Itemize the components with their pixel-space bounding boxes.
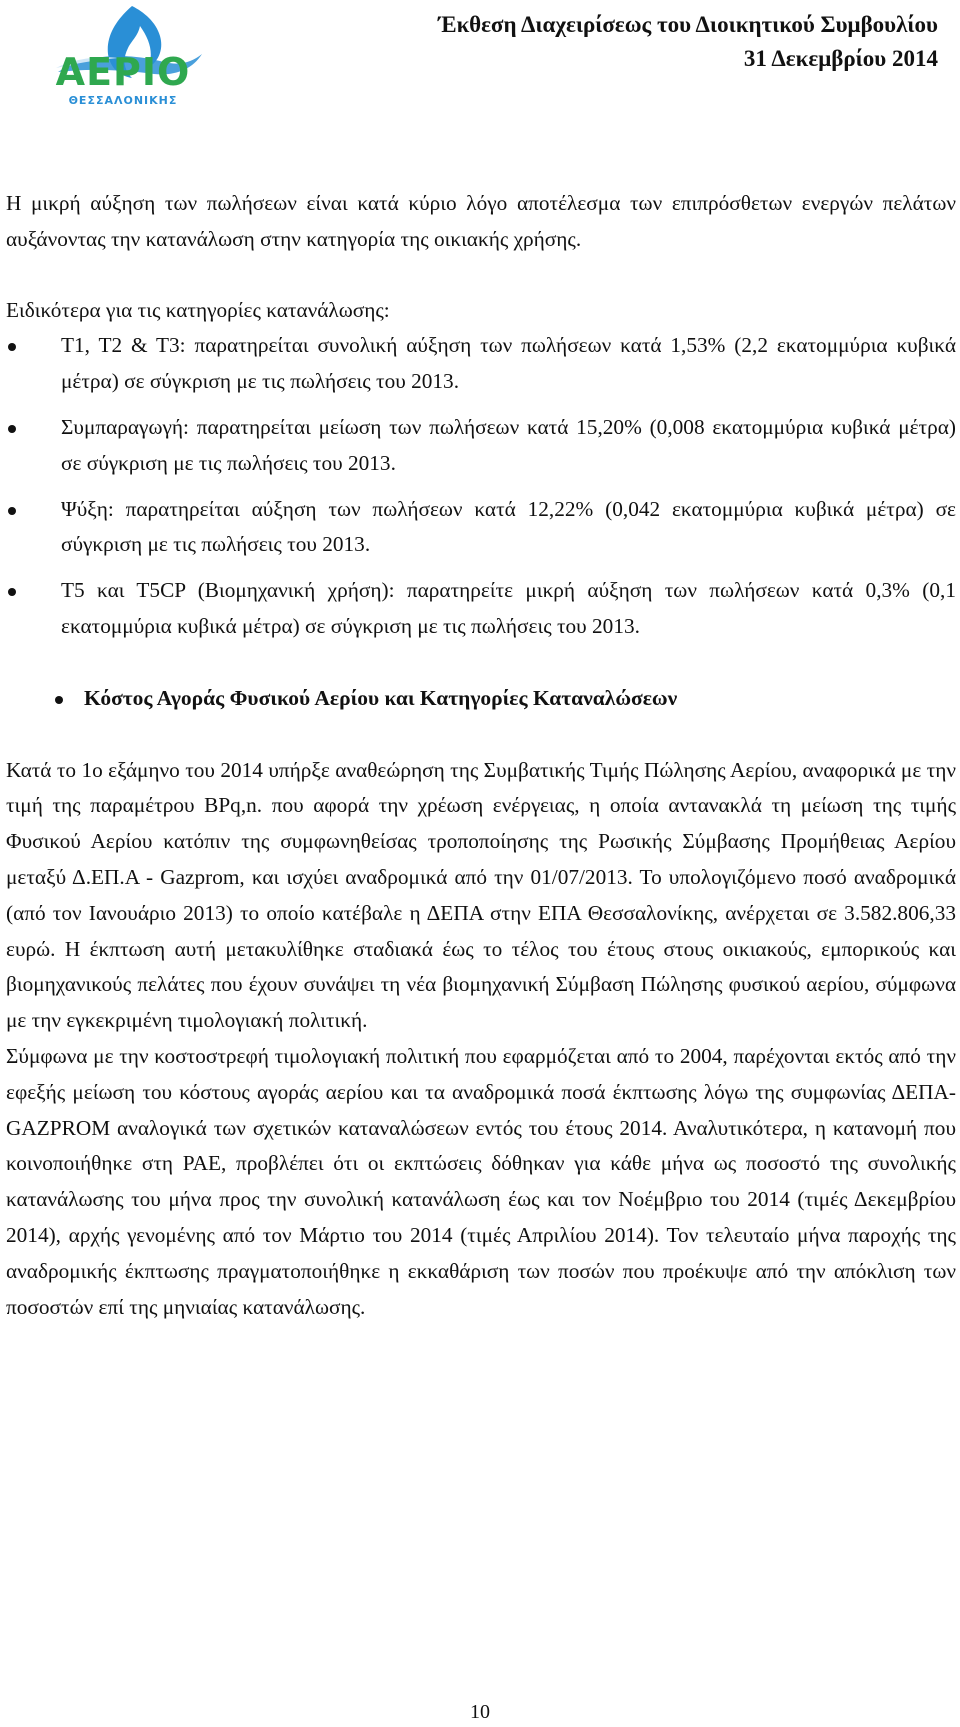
logo-subtext: ΘΕΣΣΑΛΟΝΙΚΗΣ xyxy=(68,94,178,107)
consumption-categories-list xyxy=(6,328,956,644)
company-logo xyxy=(46,2,216,114)
bullet-icon xyxy=(8,588,16,596)
bullet-icon xyxy=(8,425,16,433)
list-item xyxy=(6,328,956,400)
list-item-text: Συμπαραγωγή: παρατηρείται μείωση των πωλήσεων κατά 15,20% (0,008 εκατομμύρια κυβικά μέτρα) σε σύγκριση με τις πωλήσεις του 2013. xyxy=(61,414,956,475)
section-paragraph-2: Σύμφωνα με την κοστοστρεφή τιμολογιακή πολιτική που εφαρμόζεται από το 2004, παρέχονται εκτός από την εφεξής μείωση του κόστους αγοράς αερίου και τα αναδρομικά ποσά έκπτωσης λόγω της συμφωνίας ΔΕΠΑ-GAZPROM αναλογικά των σχετικών καταναλώσεων εντός του έτους 2014. Αναλυτικότερα, η κατανομή που κοινοποιήθηκε στη ΡΑΕ, προβλέπει ότι οι εκπτώσεις δόθηκαν για κάθε μήνα ως ποσοστό της συνολικής κατανάλωσης του μήνα προς την συνολική κατανάλωση έως και τον Νοέμβριο του 2014 (τιμές Δεκεμβρίου 2014), αρχής γενομένης από τον Μάρτιο του 2014 (τιμές Απριλίου 2014). Τον τελευταίο μήνα παροχής της αναδρομικής έκπτωσης πραγματοποιήθηκε η εκκαθάριση των ποσών που προέκυψε από την απόκλιση των ποσοστών επί της μηνιαίας κατανάλωσης. xyxy=(6,1043,956,1319)
logo-wordmark: ΑΕΡΙΟ xyxy=(55,50,191,94)
list-item-text: Ψύξη: παρατηρείται αύξηση των πωλήσεων κατά 12,22% (0,042 εκατομμύρια κυβικά μέτρα) σε σύγκριση με τις πωλήσεις του 2013. xyxy=(61,496,956,557)
report-title: Έκθεση Διαχειρίσεως του Διοικητικού Συμβουλίου xyxy=(438,12,938,37)
bullet-icon xyxy=(8,507,16,515)
list-item-text: Τ5 και Τ5CP (Βιομηχανική χρήση): παρατηρείτε μικρή αύξηση των πωλήσεων κατά 0,3% (0,1 εκατομμύρια κυβικά μέτρα) σε σύγκριση με τις πωλήσεις του 2013. xyxy=(61,578,956,638)
bullet-icon xyxy=(55,696,63,704)
intro-paragraph: Η μικρή αύξηση των πωλήσεων είναι κατά κύριο λόγο αποτέλεσμα των επιπρόσθετων ενεργών πελάτων αυξάνοντας την κατανάλωση στην κατηγορία της οικιακής χρήσης. xyxy=(6,191,956,251)
page-number: 10 xyxy=(470,1701,490,1723)
section-paragraph-1: Κατά το 1ο εξάμηνο του 2014 υπήρξε αναθεώρηση της Συμβατικής Τιμής Πώλησης Αερίου, αναφορικά με την τιμή της παραμέτρου ΒPq,n. που αφορά την χρέωση ενέργειας, η οποία αντανακλά τη μείωση της τιμής Φυσικού Αερίου κατόπιν της συμφωνηθείσας τροποποίησης της Ρωσικής Σύμβασης Προμήθειας Αερίου μεταξύ Δ.ΕΠ.Α - Gazprom, και ισχύει αναδρομικά από την 01/07/2013. Το υπολογιζόμενο ποσό αναδρομικά (από τον Ιανουάριο 2013) το οποίο κατέβαλε η ΔΕΠΑ στην ΕΠΑ Θεσσαλονίκης, ανέρχεται σε 3.582.806,33 ευρώ. Η έκπτωση αυτή μετακυλίθηκε σταδιακά έως το τέλος του έτους στους οικιακούς, εμπορικούς και βιομηχανικούς πελάτες που έχουν συνάψει τη νέα βιομηχανική Σύμβαση Πώλησης φυσικού αερίου, σύμφωνα με την εγκεκριμένη τιμολογιακή πολιτική. xyxy=(6,757,956,1033)
section-heading-row xyxy=(6,681,956,717)
document-header xyxy=(438,8,938,76)
list-item xyxy=(6,410,956,482)
document-body xyxy=(6,186,956,1325)
list-item-text: Τ1, Τ2 & Τ3: παρατηρείται συνολική αύξηση των πωλήσεων κατά 1,53% (2,2 εκατομμύρια κυβικά μέτρα) σε σύγκριση με τις πωλήσεις του 2013. xyxy=(61,333,956,394)
section-heading: Κόστος Αγοράς Φυσικού Αερίου και Κατηγορίες Καταναλώσεων xyxy=(84,685,678,710)
categories-intro: Ειδικότερα για τις κατηγορίες κατανάλωσης: xyxy=(6,297,390,322)
list-item xyxy=(6,492,956,564)
report-date: 31 Δεκεμβρίου 2014 xyxy=(743,46,938,71)
bullet-icon xyxy=(8,343,16,351)
list-item xyxy=(6,573,956,645)
